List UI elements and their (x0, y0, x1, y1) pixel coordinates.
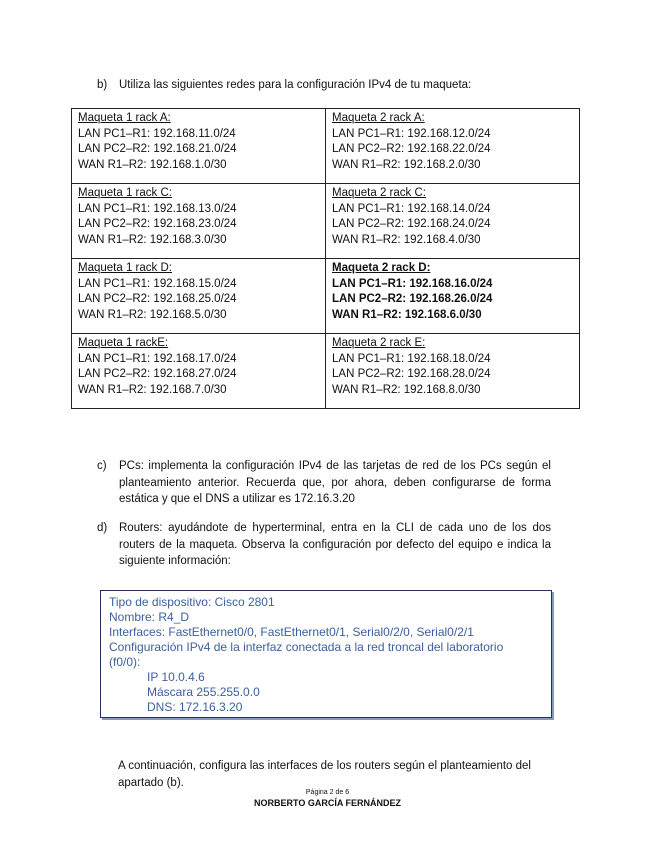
cell-line: LAN PC2–R2: 192.168.26.0/24 (332, 293, 493, 305)
network-table (71, 108, 580, 409)
cell-line: LAN PC1–R1: 192.168.17.0/24 (78, 352, 237, 365)
ip-value: IP 10.0.4.6 (147, 670, 205, 684)
table-cell (72, 184, 326, 259)
cell-line: LAN PC1–R1: 192.168.13.0/24 (78, 202, 237, 215)
config-heading: Configuración IPv4 de la interfaz conectada a la red troncal del laboratorio (109, 640, 504, 654)
table-cell (326, 184, 580, 259)
item-d-text: Routers: ayudándote de hyperterminal, entra en la CLI de cada uno de los dos routers de la maqueta. Observa la configuración por defecto del equipo e indica la siguiente información: (119, 522, 551, 567)
cell-line: WAN R1–R2: 192.168.6.0/30 (332, 308, 482, 321)
cell-line: LAN PC1–R1: 192.168.14.0/24 (332, 202, 491, 215)
table-cell (326, 259, 580, 334)
cell-line: LAN PC2–R2: 192.168.23.0/24 (78, 218, 237, 230)
cell-title: Maqueta 1 rack D: (78, 262, 172, 274)
footer-author: NORBERTO GARCÍA FERNÁNDEZ (253, 798, 401, 808)
footer-page-number: Página 2 de 6 (305, 789, 350, 796)
item-b-text: Utiliza las siguientes redes para la configuración IPv4 de tu maqueta: (119, 79, 472, 91)
item-d-label: d) (97, 522, 108, 534)
table-cell (326, 109, 580, 184)
cell-line: WAN R1–R2: 192.168.7.0/30 (78, 383, 227, 396)
device-type: Tipo de dispositivo: Cisco 2801 (109, 595, 275, 609)
device-name: Nombre: R4_D (109, 610, 190, 624)
cell-line: WAN R1–R2: 192.168.1.0/30 (78, 158, 227, 171)
device-interfaces: Interfaces: FastEthernet0/0, FastEthernet0/1, Serial0/2/0, Serial0/2/1 (109, 625, 474, 639)
cell-title: Maqueta 2 rack D: (332, 262, 431, 274)
cell-title: Maqueta 2 rack C: (332, 187, 426, 199)
continuation-text: A continuación, configura las interfaces de los routers según el planteamiento del apartado (b). (118, 760, 531, 789)
cell-line: LAN PC1–R1: 192.168.18.0/24 (332, 352, 491, 365)
item-c-label: c) (97, 460, 107, 472)
cell-line: WAN R1–R2: 192.168.5.0/30 (78, 308, 227, 321)
cell-line: LAN PC2–R2: 192.168.21.0/24 (78, 143, 237, 155)
cell-title: Maqueta 1 rack C: (78, 187, 172, 199)
cell-line: LAN PC1–R1: 192.168.16.0/24 (332, 277, 493, 290)
cell-line: LAN PC2–R2: 192.168.24.0/24 (332, 218, 491, 230)
item-c-text: PCs: implementa la configuración IPv4 de las tarjetas de red de los PCs según el planteamiento anterior. Recuerda que, por ahora, deben configurarse de forma estática y que el DNS a utilizar es 172.16.3.20 (119, 460, 551, 505)
cell-title: Maqueta 2 rack A: (332, 112, 425, 124)
table-cell (72, 109, 326, 184)
cell-line: LAN PC2–R2: 192.168.28.0/24 (332, 368, 491, 380)
dns-value: DNS: 172.16.3.20 (147, 700, 243, 714)
cell-line: WAN R1–R2: 192.168.4.0/30 (332, 233, 481, 246)
cell-line: LAN PC1–R1: 192.168.15.0/24 (78, 277, 237, 290)
cell-title: Maqueta 1 rackE: (78, 337, 169, 349)
table-row (72, 109, 580, 184)
table-cell (326, 334, 580, 409)
table-row (72, 334, 580, 409)
item-d (97, 520, 551, 570)
cell-line: WAN R1–R2: 192.168.2.0/30 (332, 158, 481, 171)
cell-title: Maqueta 1 rack A: (78, 112, 171, 124)
table-row (72, 259, 580, 334)
cell-line: LAN PC2–R2: 192.168.27.0/24 (78, 368, 237, 380)
cell-line: WAN R1–R2: 192.168.8.0/30 (332, 383, 481, 396)
cell-line: LAN PC2–R2: 192.168.25.0/24 (78, 293, 237, 305)
cell-title: Maqueta 2 rack E: (332, 337, 426, 349)
answer-box (100, 590, 552, 718)
cell-line: LAN PC2–R2: 192.168.22.0/24 (332, 143, 491, 155)
item-b-label: b) (97, 79, 108, 91)
cell-line: WAN R1–R2: 192.168.3.0/30 (78, 233, 227, 246)
table-row (72, 184, 580, 259)
item-b (97, 77, 567, 94)
cell-line: LAN PC1–R1: 192.168.12.0/24 (332, 127, 491, 140)
item-c (97, 458, 551, 508)
table-cell (72, 259, 326, 334)
cell-line: LAN PC1–R1: 192.168.11.0/24 (78, 127, 236, 140)
mask-value: Máscara 255.255.0.0 (147, 685, 260, 699)
table-cell (72, 334, 326, 409)
config-interface: (f0/0): (109, 655, 141, 669)
